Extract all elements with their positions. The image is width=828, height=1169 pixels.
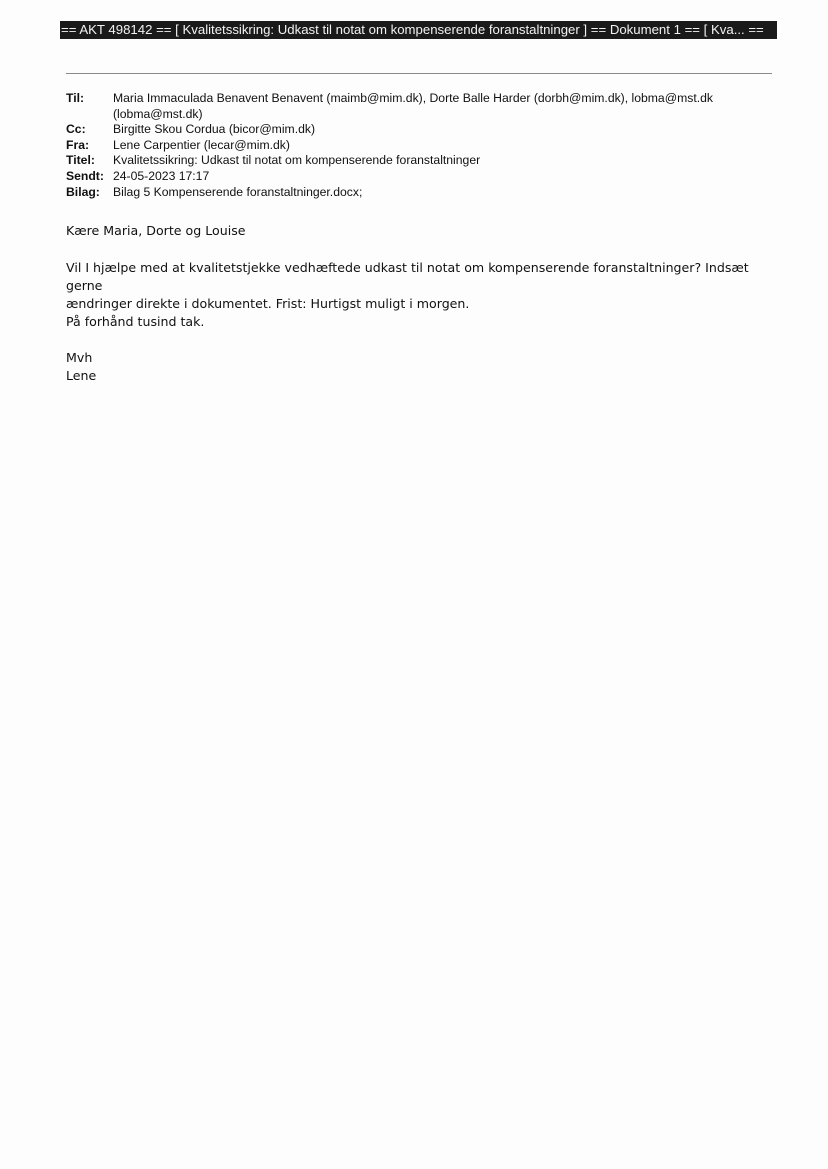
cc-row xyxy=(66,122,776,138)
email-thanks: På forhånd tusind tak. xyxy=(66,314,205,329)
document-header-banner: == AKT 498142 == [ Kvalitetssikring: Udkast til notat om kompenserende foranstaltninger ] == Dokument 1 == [ Kva... == xyxy=(60,21,777,39)
header-divider xyxy=(66,73,772,74)
attachment-row xyxy=(66,185,776,201)
sent-value: 24-05-2023 17:17 xyxy=(113,168,210,183)
signoff-name: Lene xyxy=(66,368,97,383)
subject-label: Titel: xyxy=(66,153,95,168)
cc-label: Cc: xyxy=(66,122,86,137)
email-metadata xyxy=(66,91,776,200)
email-signoff xyxy=(66,349,776,385)
to-value-line2: (lobma@mst.dk) xyxy=(113,106,203,121)
attachment-label: Bilag: xyxy=(66,184,100,199)
to-label: Til: xyxy=(66,91,85,105)
email-greeting: Kære Maria, Dorte og Louise xyxy=(66,223,246,238)
from-value: Lene Carpentier (lecar@mim.dk) xyxy=(113,137,290,152)
cc-value: Birgitte Skou Cordua (bicor@mim.dk) xyxy=(113,122,316,137)
to-row xyxy=(66,91,776,122)
subject-row xyxy=(66,153,776,169)
paragraph-line2: ændringer direkte i dokumentet. Frist: Hurtigst muligt i morgen. xyxy=(66,296,470,311)
attachment-value: Bilag 5 Kompenserende foranstaltninger.docx; xyxy=(113,184,363,199)
to-value-line1: Maria Immaculada Benavent Benavent (maimb@mim.dk), Dorte Balle Harder (dorbh@mim.dk), lobma@mst.dk xyxy=(113,91,713,105)
email-body-paragraph xyxy=(66,259,776,313)
from-row xyxy=(66,138,776,154)
signoff-line1: Mvh xyxy=(66,350,93,365)
sent-label: Sendt: xyxy=(66,168,104,183)
to-value xyxy=(113,91,776,122)
from-label: Fra: xyxy=(66,137,90,152)
subject-value: Kvalitetssikring: Udkast til notat om kompenserende foranstaltninger xyxy=(113,153,481,168)
sent-row xyxy=(66,169,776,185)
paragraph-line1: Vil I hjælpe med at kvalitetstjekke vedhæftede udkast til notat om kompenserende foranstaltninger? Indsæt gerne xyxy=(66,260,749,293)
